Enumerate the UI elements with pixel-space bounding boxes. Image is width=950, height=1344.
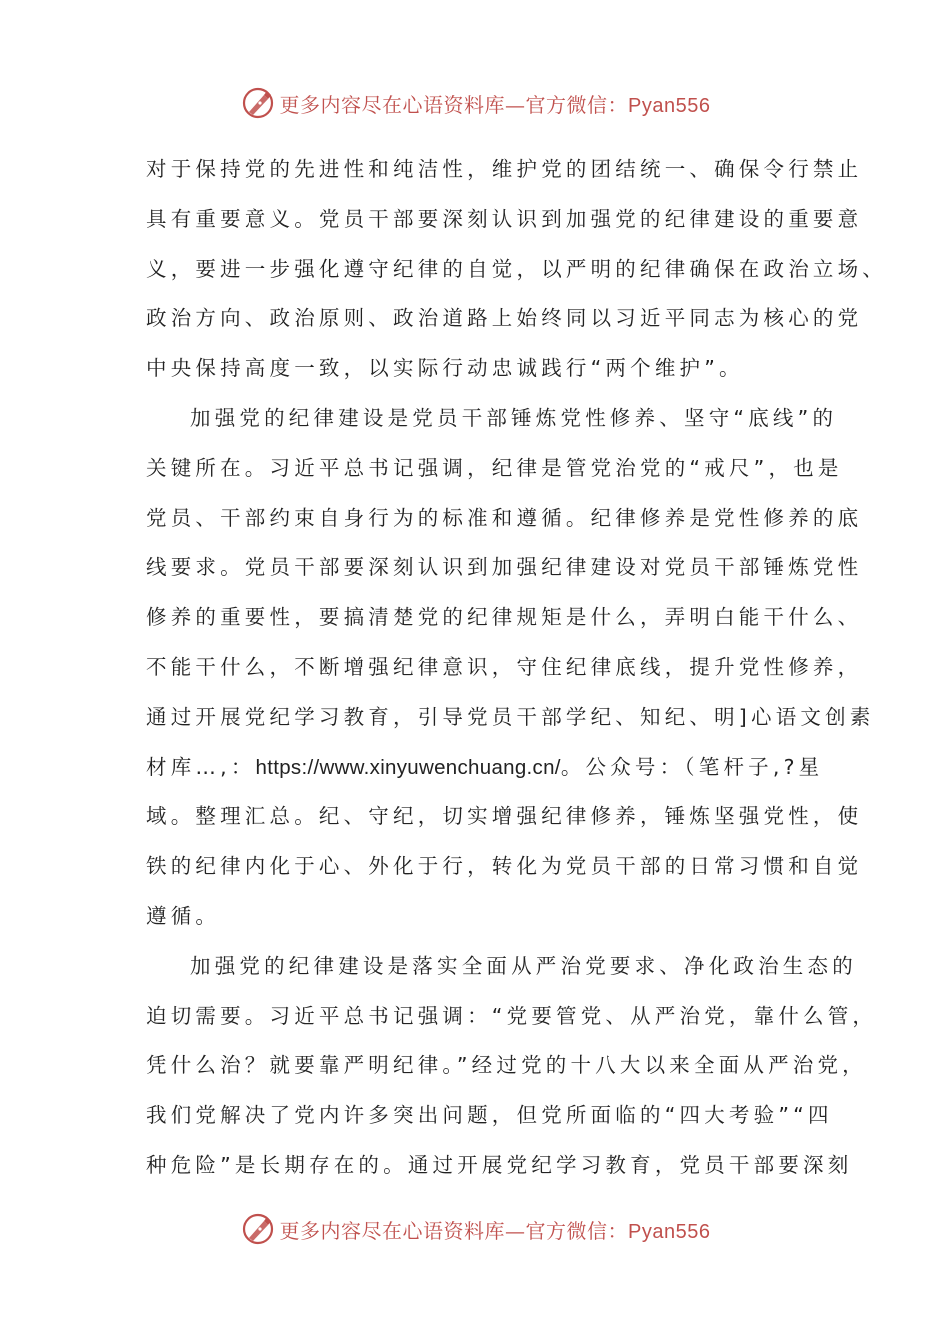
- text-line: 迫切需要。习近平总书记强调：“党要管党、从严治党，靠什么管，: [146, 1003, 878, 1028]
- pen-nib-seal-icon: [240, 1211, 276, 1247]
- header-separator: —: [505, 92, 526, 117]
- text-line: 线要求。党员干部要深刻认识到加强纪律建设对党员干部锤炼党性: [146, 555, 863, 580]
- text-line: 遵循。: [146, 903, 221, 928]
- text-line: 党员、干部约束自身行为的标准和遵循。纪律修养是党性修养的底: [146, 505, 863, 530]
- paragraph-start-line: 加强党的纪律建设是落实全面从严治党要求、净化政治生态的: [190, 953, 857, 978]
- header-wechat-label: 官方微信：: [525, 92, 629, 117]
- pen-nib-seal-icon: [240, 85, 276, 121]
- website-link[interactable]: https://www.xinyuwenchuang.cn/: [255, 755, 561, 779]
- header-text: [280, 89, 711, 118]
- text-segment: 材库…,：: [146, 754, 256, 779]
- article-body: [146, 145, 887, 1191]
- text-line: 铁的纪律内化于心、外化于行，转化为党员干部的日常习惯和自觉: [146, 854, 863, 879]
- text-line: 关键所在。习近平总书记强调，纪律是管党治党的“戒尺”，也是: [146, 455, 843, 480]
- header-wechat-id: Pyan556: [628, 94, 711, 117]
- text-segment: 。公众号：（笔杆子,?星: [560, 754, 824, 779]
- paragraph-start-line: 加强党的纪律建设是党员干部锤炼党性修养、坚守“底线”的: [190, 405, 838, 430]
- text-line: 对于保持党的先进性和纯洁性，维护党的团结统一、确保令行禁止: [146, 157, 863, 181]
- text-line: 通过开展党纪学习教育，引导党员干部学纪、知纪、明]心语文创素: [146, 704, 875, 729]
- footer-text: [280, 1215, 711, 1244]
- text-line: 具有重要意义。党员干部要深刻认识到加强党的纪律建设的重要意: [146, 206, 863, 231]
- text-line: 修养的重要性，要搞清楚党的纪律规矩是什么，弄明白能干什么、: [146, 605, 863, 630]
- text-line: 不能干什么，不断增强纪律意识，守住纪律底线，提升党性修养，: [146, 654, 863, 679]
- text-line: 义，要进一步强化遵守纪律的自觉，以严明的纪律确保在政治立场、: [146, 256, 887, 281]
- text-line: 中央保持高度一致，以实际行动忠诚践行“两个维护”。: [146, 356, 744, 381]
- footer-brand: 更多内容尽在心语资料库: [279, 1218, 506, 1243]
- text-line: 政治方向、政治原则、政治道路上始终同以习近平同志为核心的党: [146, 306, 863, 331]
- footer-banner: [0, 1209, 950, 1249]
- text-line: 域。整理汇总。纪、守纪，切实增强纪律修养，锤炼坚强党性，使: [146, 804, 863, 829]
- text-line: 凭什么治？就要靠严明纪律。”经过党的十八大以来全面从严治党，: [146, 1053, 867, 1078]
- footer-wechat-id: Pyan556: [628, 1220, 711, 1243]
- footer-separator: —: [505, 1218, 526, 1243]
- header-banner: [0, 83, 950, 123]
- footer-wechat-label: 官方微信：: [525, 1218, 629, 1243]
- text-line-with-url: [146, 743, 824, 793]
- header-brand: 更多内容尽在心语资料库: [279, 92, 506, 117]
- text-line: 种危险”是长期存在的。通过开展党纪学习教育，党员干部要深刻: [146, 1152, 853, 1177]
- text-line: 我们党解决了党内许多突出问题，但党所面临的“四大考验”“四: [146, 1103, 833, 1128]
